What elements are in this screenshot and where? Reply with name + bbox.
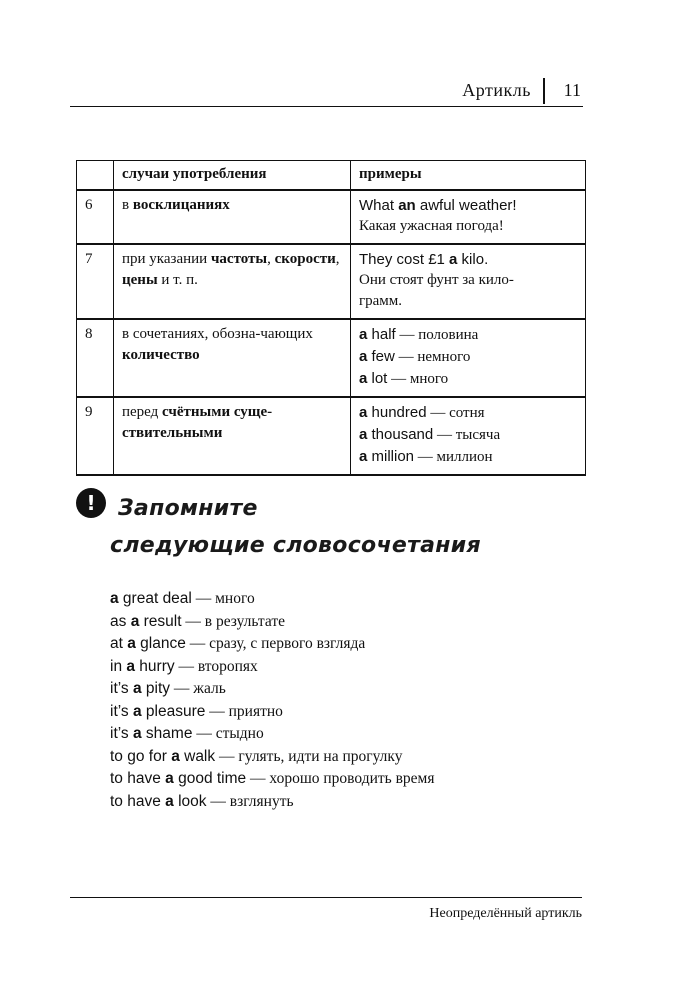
case-keyword: цены (122, 272, 158, 288)
table-row (77, 244, 586, 319)
phrase-translation: — приятно (205, 702, 283, 720)
phrase-rest: hurry (135, 657, 175, 675)
phrase-translation: — стыдно (192, 725, 264, 742)
phrase-prefix: it’s (110, 702, 133, 720)
article: a (449, 251, 458, 268)
phrase-item (110, 791, 570, 814)
phrase-prefix: at (110, 635, 128, 652)
article: a (359, 370, 368, 387)
row-number: 7 (77, 244, 114, 319)
case-keyword: счётными суще-ствительными (122, 404, 273, 441)
usage-case (114, 319, 351, 397)
usage-case (114, 190, 351, 244)
column-header-examples: примеры (351, 161, 586, 191)
article: a (132, 680, 142, 697)
phrase-rest: look (173, 792, 207, 810)
phrase-item (110, 611, 570, 634)
case-text: в сочетаниях, обозна-чающих (122, 326, 313, 342)
phrase-translation: — второпях (174, 657, 258, 675)
example-text: thousand (367, 426, 434, 443)
note-heading-line2: следующие словосочетания (110, 533, 481, 558)
usage-examples (351, 319, 586, 397)
example-line (359, 291, 577, 312)
table-row (77, 319, 586, 397)
example-line (359, 446, 577, 468)
article: a (127, 635, 136, 652)
example-line (359, 249, 577, 270)
phrase-item (110, 701, 570, 724)
remember-note (76, 488, 576, 568)
column-header-number (77, 161, 114, 191)
table-header-row (77, 161, 586, 191)
case-text: и т. п. (157, 272, 198, 288)
phrase-item (110, 678, 570, 701)
article: a (132, 702, 142, 720)
phrase-item (110, 746, 570, 769)
phrase-list (110, 588, 570, 813)
article: an (398, 197, 416, 214)
phrase-rest: good time (173, 770, 247, 787)
translation: — много (387, 371, 449, 387)
article: a (359, 448, 368, 465)
usage-table (76, 160, 586, 476)
usage-examples (351, 244, 586, 319)
phrase-item (110, 723, 570, 746)
case-keyword: скорости (274, 251, 336, 267)
translation: — тысяча (433, 427, 501, 443)
example-text: Какая ужасная погода! (359, 218, 504, 234)
article: a (110, 590, 119, 607)
usage-case (114, 244, 351, 319)
example-text: lot (367, 370, 388, 387)
phrase-rest: great deal (118, 590, 192, 607)
case-keyword: количество (122, 347, 200, 363)
phrase-rest: pleasure (141, 702, 206, 720)
header-separator (543, 78, 545, 104)
phrase-translation: — сразу, с первого взгляда (185, 635, 366, 652)
example-text: awful weather! (415, 197, 517, 214)
case-text: в (122, 197, 133, 213)
example-text: half (367, 326, 396, 343)
phrase-prefix: to have (110, 770, 166, 787)
example-line (359, 324, 577, 346)
phrase-translation: — хорошо проводить время (246, 770, 435, 787)
usage-examples (351, 397, 586, 475)
case-text: , (335, 251, 340, 267)
translation: — половина (395, 327, 479, 343)
example-line (359, 368, 577, 390)
footer-rule (70, 897, 582, 898)
phrase-rest: walk (179, 747, 216, 765)
phrase-translation: — гулять, идти на прогулку (215, 747, 403, 765)
phrase-prefix: it’s (110, 680, 133, 697)
case-text: перед (122, 404, 163, 420)
example-line (359, 195, 577, 216)
usage-case (114, 397, 351, 475)
phrase-prefix: to have (110, 792, 166, 810)
example-line (359, 424, 577, 446)
article: a (171, 747, 180, 765)
phrase-translation: — взглянуть (206, 792, 294, 810)
running-title: Артикль (462, 80, 531, 100)
phrase-rest: glance (135, 635, 186, 652)
article: a (359, 348, 368, 365)
phrase-item (110, 633, 570, 656)
phrase-item (110, 588, 570, 611)
phrase-rest: shame (141, 725, 193, 742)
article: a (126, 657, 135, 675)
example-text: hundred (367, 404, 427, 421)
example-line (359, 402, 577, 424)
article: a (130, 612, 140, 630)
case-text: , (267, 251, 275, 267)
table-row (77, 190, 586, 244)
example-line (359, 270, 577, 291)
exclamation-icon: ! (76, 488, 106, 518)
usage-examples (351, 190, 586, 244)
phrase-prefix: it’s (110, 725, 133, 742)
page-header (70, 78, 583, 108)
example-text: kilo. (457, 251, 489, 268)
article: a (359, 326, 368, 343)
case-text: при указании (122, 251, 211, 267)
phrase-prefix: to go for (110, 747, 172, 765)
case-keyword: восклицаниях (132, 197, 230, 213)
example-text: few (367, 348, 395, 365)
example-text: Они стоят фунт за кило- (359, 272, 514, 288)
article: a (132, 725, 142, 742)
phrase-translation: — в результате (181, 612, 285, 630)
translation: — сотня (426, 405, 485, 421)
translation: — немного (394, 349, 471, 365)
example-text: грамм. (359, 293, 403, 309)
phrase-prefix: in (110, 657, 127, 675)
phrase-item (110, 768, 570, 791)
article: a (165, 792, 174, 810)
row-number: 6 (77, 190, 114, 244)
phrase-translation: — много (191, 590, 255, 607)
example-line (359, 346, 577, 368)
row-number: 9 (77, 397, 114, 475)
article: a (165, 770, 174, 787)
phrase-item (110, 656, 570, 679)
header-rule (70, 106, 583, 107)
example-line (359, 216, 577, 237)
example-text: What (359, 197, 399, 214)
phrase-rest: pity (141, 680, 171, 697)
translation: — миллион (414, 449, 493, 465)
article: a (359, 404, 368, 421)
example-text: They cost £1 (359, 251, 450, 268)
article: a (359, 426, 368, 443)
page-number: 11 (563, 80, 581, 100)
row-number: 8 (77, 319, 114, 397)
phrase-prefix: as (110, 612, 131, 630)
phrase-rest: result (139, 612, 182, 630)
note-heading-line1: Запомните (118, 496, 258, 521)
running-footer: Неопределённый артикль (429, 906, 582, 921)
phrase-translation: — жаль (170, 680, 226, 697)
case-keyword: частоты (210, 251, 268, 267)
example-text: million (367, 448, 415, 465)
column-header-cases: случаи употребления (114, 161, 351, 191)
table-row (77, 397, 586, 475)
